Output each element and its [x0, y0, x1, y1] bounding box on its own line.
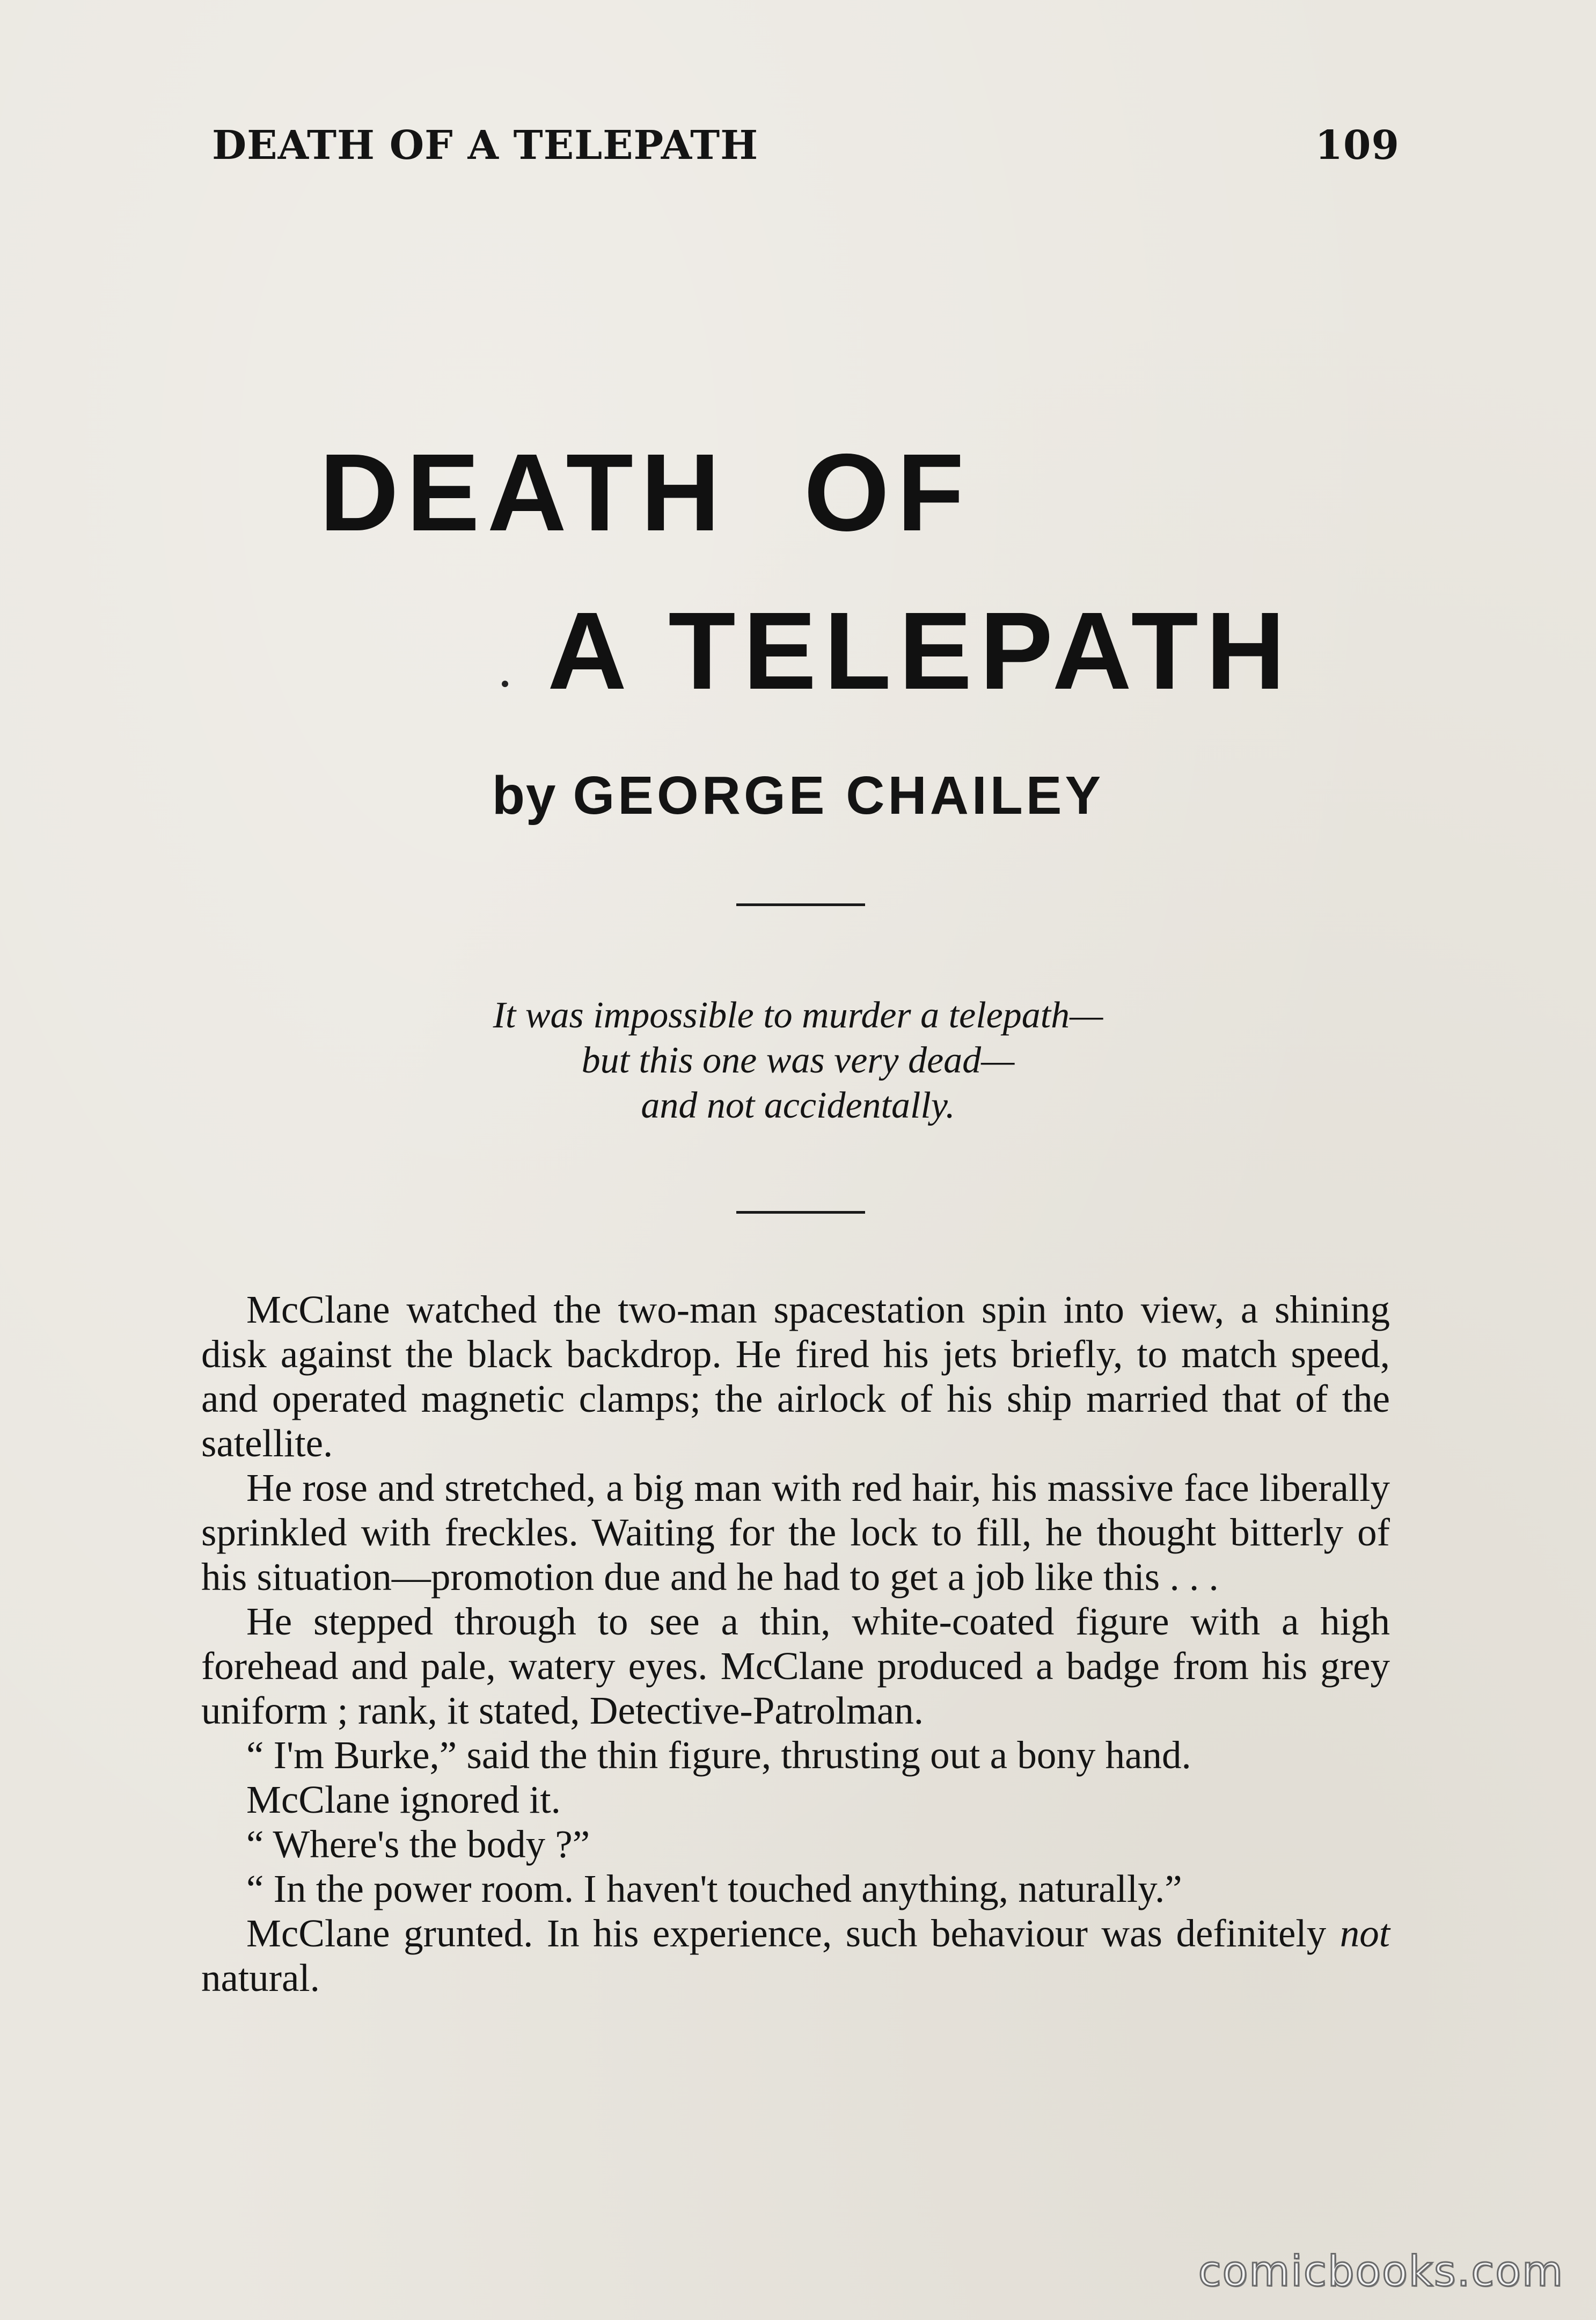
running-head [212, 122, 1400, 171]
blurb-line: but this one was very dead— [581, 1040, 1015, 1081]
paragraph: He rose and stretched, a big man with red hair, his massive face liberally sprinkled with freckles. Waiting for the lock to fill, he thought bitterly of his situation—promotion due and he had to get a job like this . . . [201, 1466, 1390, 1599]
paragraph: McClane ignored it. [246, 1778, 561, 1821]
watermark: comicbooks.com [1198, 2248, 1564, 2296]
blurb-line: and not accidentally. [641, 1085, 955, 1126]
paragraph: “ I'm Burke,” said the thin figure, thrusting out a bony hand. [246, 1733, 1191, 1777]
paragraph: McClane watched the two-man spacestation spin into view, a shining disk against the black backdrop. He fired his jets briefly, to match speed, and operated magnetic clamps; the airlock of his ship married that of the satellite. [201, 1288, 1390, 1465]
blurb-line: It was impossible to murder a telepath— [493, 995, 1103, 1036]
paragraph [201, 1911, 1390, 2000]
paragraph: He stepped through to see a thin, white-coated figure with a high forehead and pale, watery eyes. McClane produced a badge from his grey uniform ; rank, it stated, Detective-Patrolman. [201, 1600, 1390, 1732]
paragraph: “ Where's the body ?” [246, 1822, 590, 1866]
byline-prefix: by [492, 765, 557, 826]
divider-rule-top [736, 903, 865, 906]
paragraph-text: natural. [201, 1956, 320, 2000]
emphasis-text: not [1339, 1912, 1390, 1955]
running-head-title: DEATH OF A TELEPATH [212, 122, 759, 169]
story-body [201, 1287, 1390, 2000]
paragraph-text: McClane grunted. In his experience, such behaviour was definitely [246, 1912, 1340, 1955]
story-blurb [0, 993, 1596, 1128]
paragraph: “ In the power room. I haven't touched anything, naturally.” [246, 1867, 1182, 1910]
print-speck [502, 681, 508, 687]
author-name: GEORGE CHAILEY [573, 765, 1104, 826]
divider-rule-bottom [736, 1211, 865, 1214]
story-title-line-2: A TELEPATH [547, 589, 1293, 712]
byline [0, 765, 1596, 827]
story-title-line-1: DEATH OF [319, 431, 972, 554]
page-number: 109 [1315, 122, 1400, 169]
